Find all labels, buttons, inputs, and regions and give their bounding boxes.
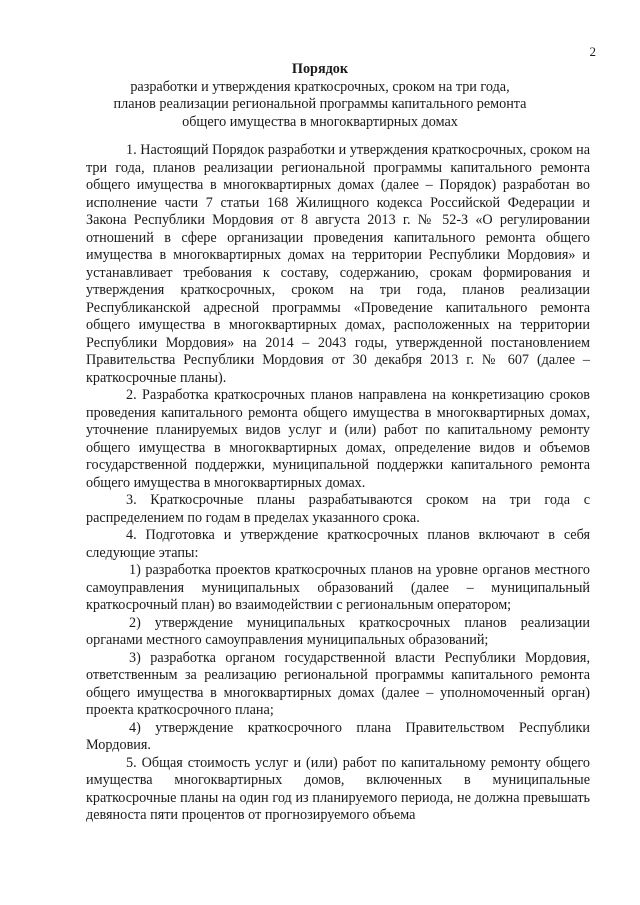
page-number: 2 [589,44,596,59]
paragraph-1: 1. Настоящий Порядок разработки и утверждения краткосрочных, сроком на три года, планов реализации региональной программы капитального ремонта общего имущества в многоквартирных домах (далее – Порядок) разработан во исполнение части 7 статьи 168 Жилищного кодекса Российской Федерации и Закона Республики Мордовия от 8 августа 2013 г. № 52-З «О регулировании отношений в сфере организации проведения капитального ремонта общего имущества в многоквартирных домах на территории Республики Мордовия» и устанавливает требования к составу, содержанию, срокам формирования и утверждения краткосрочных, сроком на три года, планов реализации Республиканской адресной программы «Проведение капитального ремонта общего имущества в многоквартирных домах, расположенных на территории Республики Мордовия» на 2014 – 2043 годы, утвержденной постановлением Правительства Республики Мордовия от 30 декабря 2013 г. № 607 (далее – краткосрочные планы). [86,142,590,386]
stage-4: 4) утверждение краткосрочного плана Правительством Республики Мордовия. [86,719,590,753]
document-heading [40,61,600,131]
paragraph-2: 2. Разработка краткосрочных планов направлена на конкретизацию сроков проведения капитального ремонта общего имущества в многоквартирных домах, уточнение планируемых видов услуг и (или) работ по капитальному ремонту общего имущества в многоквартирных домах, определение видов и объемов государственной поддержки, муниципальной поддержки капитального ремонта общего имущества в многоквартирных домах. [86,387,590,491]
stage-3: 3) разработка органом государственной власти Республики Мордовия, ответственным за реализацию региональной программы капитального ремонта общего имущества в многоквартирных домах (далее – уполномоченный орган) проекта краткосрочного плана; [86,649,590,718]
paragraph-3: 3. Краткосрочные планы разрабатываются сроком на три года с распределением по годам в пределах указанного срока. [86,492,590,526]
document-subtitle-line: общего имущества в многоквартирных домах [182,113,458,130]
document-body [86,142,590,825]
document-title: Порядок [291,61,349,77]
document-subtitle-line: разработки и утверждения краткосрочных, сроком на три года, [130,78,510,95]
stage-1: 1) разработка проектов краткосрочных планов на уровне органов местного самоуправления муниципальных образований (далее – муниципальный краткосрочный план) во взаимодействии с региональным оператором; [86,562,590,613]
document-subtitle-line: планов реализации региональной программы капитального ремонта [113,96,527,112]
paragraph-5: 5. Общая стоимость услуг и (или) работ по капитальному ремонту общего имущества многоквартирных домов, включенных в муниципальные краткосрочные планы на один год из планируемого периода, не должна превышать девяноста пяти процентов от прогнозируемого объема [86,754,590,823]
stage-2: 2) утверждение муниципальных краткосрочных планов реализации органами местного самоуправления муниципальных образований; [86,614,590,648]
paragraph-4: 4. Подготовка и утверждение краткосрочных планов включают в себя следующие этапы: [86,527,590,561]
